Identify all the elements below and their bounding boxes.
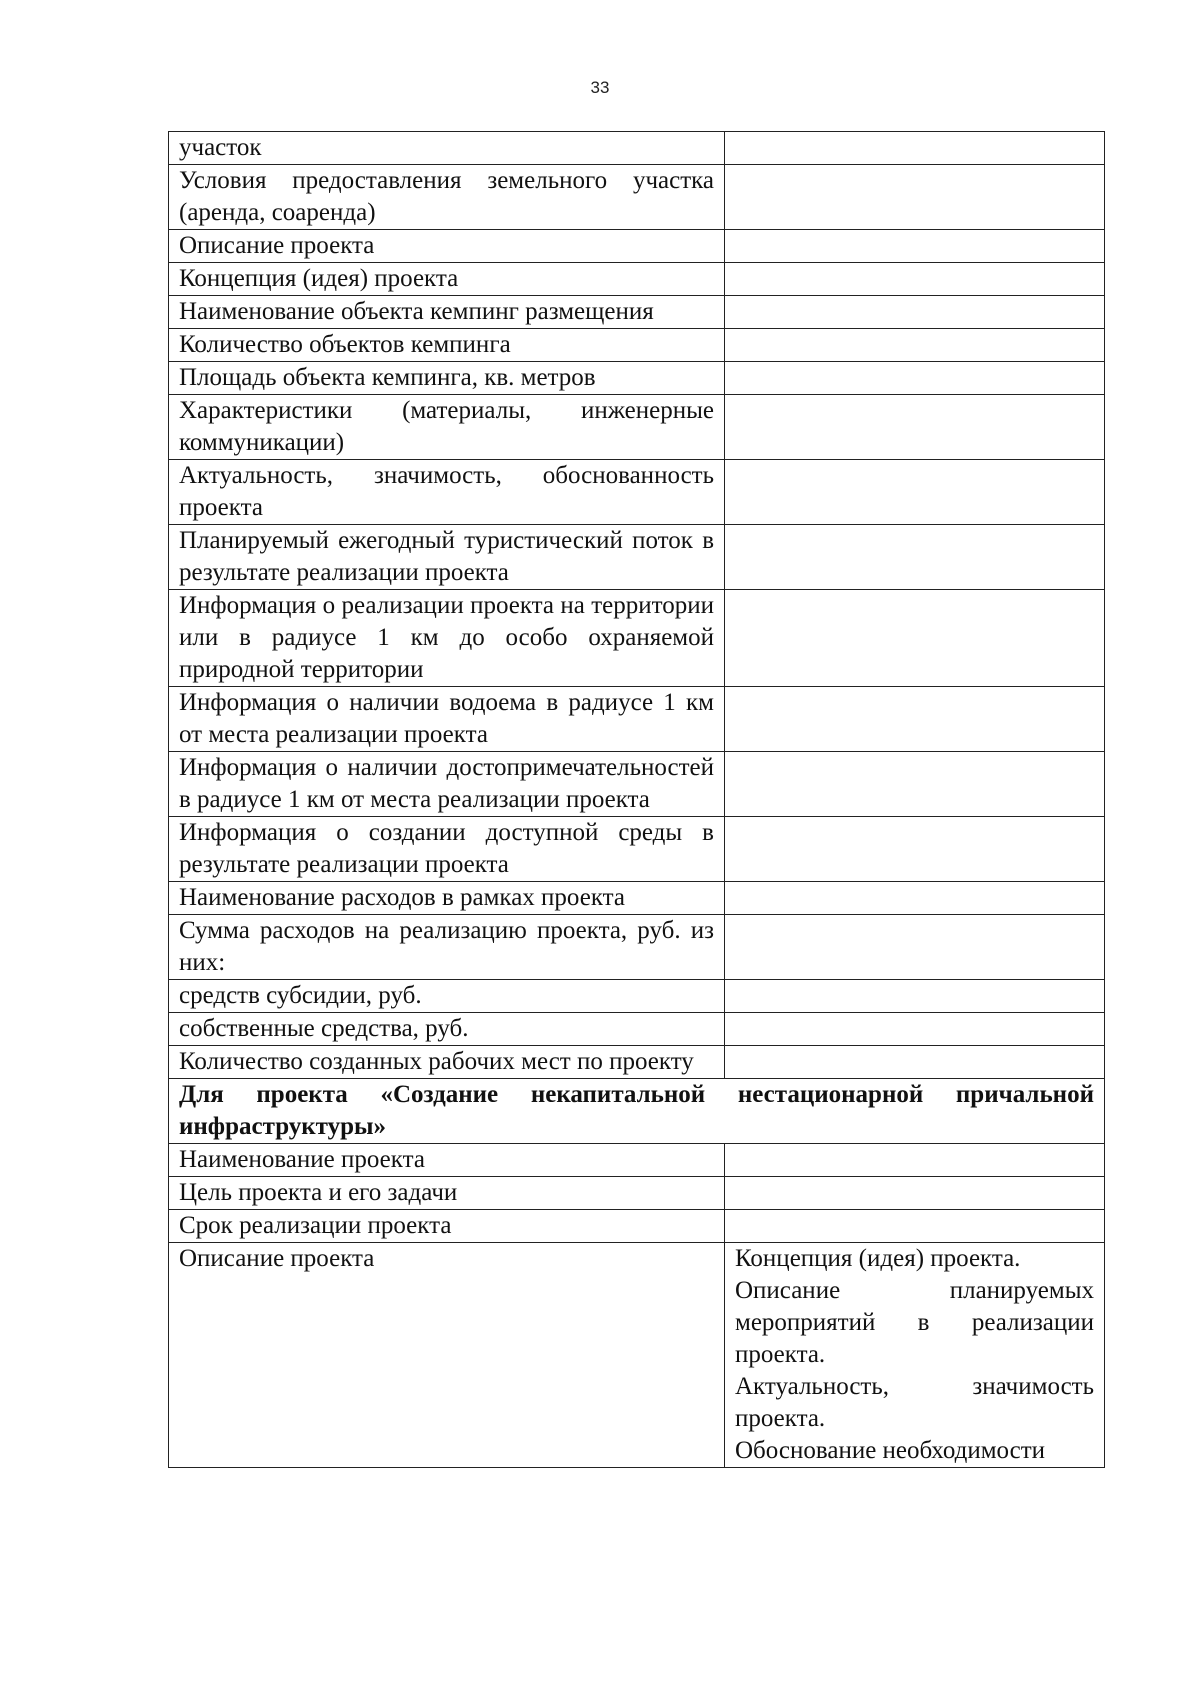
row-label: Характеристики (материалы, инженерные коммуникации) <box>169 395 725 460</box>
table-row <box>169 817 1105 882</box>
table-row <box>169 329 1105 362</box>
row-value <box>725 687 1105 752</box>
table-row <box>169 132 1105 165</box>
description-line: Описание планируемых мероприятий в реализации проекта. <box>735 1277 1094 1368</box>
row-value <box>725 590 1105 687</box>
table-row <box>169 1046 1105 1079</box>
row-label: Цель проекта и его задачи <box>169 1177 725 1210</box>
row-label: Информация о реализации проекта на территории или в радиусе 1 км до особо охраняемой природной территории <box>169 590 725 687</box>
row-value <box>725 296 1105 329</box>
table-row <box>169 980 1105 1013</box>
row-label: Информация о создании доступной среды в результате реализации проекта <box>169 817 725 882</box>
row-label: Площадь объекта кемпинга, кв. метров <box>169 362 725 395</box>
row-value <box>725 460 1105 525</box>
row-label: Сумма расходов на реализацию проекта, руб. из них: <box>169 915 725 980</box>
table-row <box>169 1144 1105 1177</box>
row-label: Условия предоставления земельного участка (аренда, соаренда) <box>169 165 725 230</box>
row-label: Наименование проекта <box>169 1144 725 1177</box>
row-value <box>725 525 1105 590</box>
row-value <box>725 362 1105 395</box>
table-row <box>169 687 1105 752</box>
row-value <box>725 752 1105 817</box>
description-details <box>725 1243 1105 1468</box>
row-value <box>725 263 1105 296</box>
row-value <box>725 1013 1105 1046</box>
table-row <box>169 525 1105 590</box>
table-row <box>169 460 1105 525</box>
row-value <box>725 329 1105 362</box>
row-label: Планируемый ежегодный туристический поток в результате реализации проекта <box>169 525 725 590</box>
row-label: Наименование объекта кемпинг размещения <box>169 296 725 329</box>
description-row <box>169 1243 1105 1468</box>
table-row <box>169 915 1105 980</box>
row-value <box>725 882 1105 915</box>
row-value <box>725 817 1105 882</box>
row-label: Описание проекта <box>169 230 725 263</box>
table-row <box>169 296 1105 329</box>
table-row <box>169 230 1105 263</box>
row-label: участок <box>169 132 725 165</box>
description-line: Обоснование необходимости <box>735 1437 1046 1464</box>
section-title: Для проекта «Создание некапитальной нестационарной причальной инфраструктуры» <box>169 1079 1105 1144</box>
table-row <box>169 752 1105 817</box>
application-form-table <box>168 131 1105 1468</box>
row-label: Актуальность, значимость, обоснованность проекта <box>169 460 725 525</box>
table-row <box>169 263 1105 296</box>
table-row <box>169 165 1105 230</box>
section-header-row <box>169 1079 1105 1144</box>
row-label: Количество объектов кемпинга <box>169 329 725 362</box>
table-row <box>169 1210 1105 1243</box>
row-value <box>725 132 1105 165</box>
row-value <box>725 230 1105 263</box>
row-value <box>725 1144 1105 1177</box>
row-value <box>725 1210 1105 1243</box>
table-row <box>169 395 1105 460</box>
row-label: Наименование расходов в рамках проекта <box>169 882 725 915</box>
row-value <box>725 1046 1105 1079</box>
row-label: Количество созданных рабочих мест по проекту <box>169 1046 725 1079</box>
row-value <box>725 395 1105 460</box>
row-value <box>725 980 1105 1013</box>
row-label: Концепция (идея) проекта <box>169 263 725 296</box>
row-value <box>725 1177 1105 1210</box>
table-row <box>169 1013 1105 1046</box>
description-line: Актуальность, значимость проекта. <box>735 1373 1094 1432</box>
row-label: Описание проекта <box>169 1243 725 1468</box>
row-value <box>725 915 1105 980</box>
row-value <box>725 165 1105 230</box>
row-label: Информация о наличии достопримечательностей в радиусе 1 км от места реализации проекта <box>169 752 725 817</box>
row-label: Информация о наличии водоема в радиусе 1 км от места реализации проекта <box>169 687 725 752</box>
table-row <box>169 1177 1105 1210</box>
description-line: Концепция (идея) проекта. <box>735 1245 1021 1272</box>
row-label: средств субсидии, руб. <box>169 980 725 1013</box>
table-row <box>169 882 1105 915</box>
table-row <box>169 362 1105 395</box>
row-label: собственные средства, руб. <box>169 1013 725 1046</box>
row-label: Срок реализации проекта <box>169 1210 725 1243</box>
table-row <box>169 590 1105 687</box>
page-number: 33 <box>590 78 610 97</box>
